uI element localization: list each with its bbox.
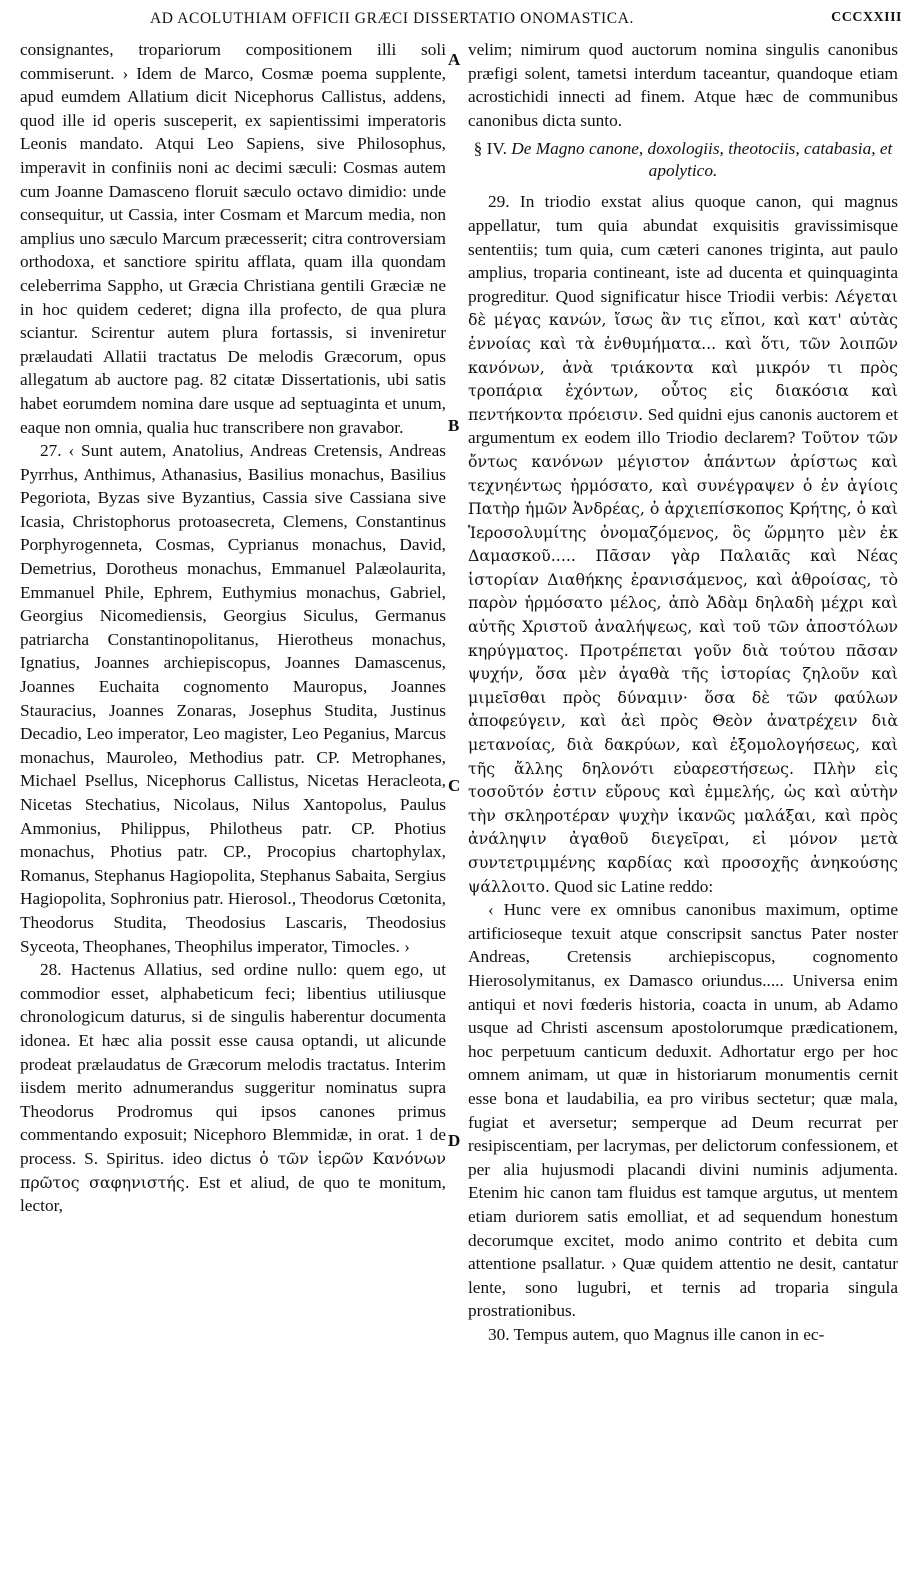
paragraph-29-b: Sed quidni ejus canonis auctorem et argumentum ex eodem illo Triodio declarem? <box>468 404 898 448</box>
page-header <box>0 6 912 36</box>
paragraph-29-greek-2: Τοῦτον τῶν ὄντως κανόνων μέγιστον ἁπάντων ἀρίστως καὶ τεχνηέντως ἡρμόσατο, καὶ συνέγραψεν ὁ ἐν ἁγίοις Πατὴρ ἡμῶν Ἀνδρέας, ὁ ἀρχιεπίσκοπος Κρήτης, ὁ καὶ Ἱεροσολυμίτης ὀνομαζόμενος, ὃς ὥρμητο μὲν ἐκ Δαμασκοῦ..... Πᾶσαν γὰρ Παλαιᾶς καὶ Νέας ἱστορίαν Διαθήκης ἐρανισάμενος, καὶ ἀθροίσας, τὸ παρὸν ἡρμόσατο μέλος, ἀπὸ Ἀδὰμ δηλαδὴ μέχρι καὶ αὐτῆς Χριστοῦ ἀναλήψεως, καὶ τοῦ τῶν ἀποστόλων κηρύγματος. Προτρέπεται γοῦν διὰ τούτου πᾶσαν ψυχήν, ὅσα μὲν ἀγαθὰ τῆς ἱστορίας ζηλοῦν καὶ μιμεῖσθαι πρὸς δύναμιν· ὅσα δὲ τῶν φαύλων ἀποφεύγειν, καὶ ἀεὶ πρὸς Θεὸν ἀνατρέχειν διὰ μετανοίας, διὰ δακρύων, καὶ ἐξομολογήσεως, καὶ τῆς ἄλλης δηλονότι εὐαρεστήσεως. Πλὴν εἰς τοσοῦτόν ἐστιν εὔρους καὶ ἐμμελής, ὡς καὶ αὐτὴν τὴν σκληροτέραν ψυχὴν ἱκανῶς μαλάξαι, καὶ πρὸς ἀνάληψιν ἀγαθοῦ διεγεῖραι, εἰ μόνον μετὰ συντετριμμένης καρδίας καὶ προσοχῆς ἀνηκούσης ψάλλοιτο. <box>468 428 898 896</box>
section-heading <box>468 138 898 182</box>
running-title: AD ACOLUTHIAM OFFICII GRÆCI DISSERTATIO ONOMASTICA. <box>150 10 634 27</box>
paragraph-29-c: Quod sic Latine reddo: <box>550 876 714 896</box>
paragraph-27: 27. ‹ Sunt autem, Anatolius, Andreas Cretensis, Andreas Pyrrhus, Anthimus, Athanasius, Basilius monachus, Basilius Pegoriota, Byzas sive Byzantius, Cassia sive Cassiana sive Icasia, Christophorus protoasecreta, Clemens, Constantinus Porphyrogenneta, Cosmas, Cyprianus monachus, David, Demetrius, Dorotheus monachus, Emmanuel Palæolaurita, Emmanuel Phile, Ephrem, Euthymius monachus, Gabriel, Georgius Nicomediensis, Georgius Siculus, Germanus patriarcha Constantinopolitanus, Hierotheus monachus, Ignatius, Joannes archiepiscopus, Joannes Damascenus, Joannes Euchaita cognomento Mauropus, Joannes Stauracius, Joannes Zonaras, Josephus Studita, Justinus Decadio, Leo imperator, Leo magister, Leo Peganius, Marcus monachus, Mauroleo, Methodius patr. CP. Metrophanes, Michael Psellus, Nicephorus Callistus, Nicetas Heracleota, Nicetas Stechatius, Nicolaus, Nilus Xantopolus, Paulus Ammonius, Philippus, Philotheus patr. CP. Photius monachus, Photius patr. CP., Procopius chartophylax, Romanus, Stephanus Hagiopolita, Stephanus Sabaita, Sergius Hagiopolita, Sophronius patr. Hierosol., Theodorus Cœtonita, Theodorus Studita, Theodosius Lascaris, Theodosius Syceota, Theophanes, Theophilus imperator, Timocles. › <box>20 441 446 956</box>
margin-letter-b: B <box>448 416 460 435</box>
paragraph-quote: ‹ Hunc vere ex omnibus canonibus maximum, optime artificioseque texuit atque conscripsit sanctus Pater noster Andreas, Cretensis archiepiscopus, cognomento Hierosolymitanus, ex Damasco oriundus..... Universa enim antiqui et novi fœderis historia, coacta in unum, ab Adamo usque ad Christi ascensum apostolorumque prædicationem, hoc perpetuum canticum deduxit. Adhortatur ergo per hoc omnem animam, ut quæ in historiarum monumentis cernit esse bona et laudabilia, ea pro viribus sectetur; quæ mala, fugiat et aversetur; semperque ad Deum recurrat per resipiscentiam, per lacrymas, per delictorum confessionem, et per alia hujusmodi placandi divini numinis adjumenta. Etenim hic canon tam fluidus est tamque argutus, ut mentem etiam duriorem satis emolliat, et ad sequendum honestum decorumque excitet, modo animo contrito et debita cum attentione psallatur. › Quæ quidem attentio ne desit, cantatur lente, sono lugubri, et ternis ad troparia singula prostrationibus. <box>468 900 898 1321</box>
paragraph-continuation: velim; nimirum quod auctorum nomina singulis canonibus præfigi solent, tametsi interdum taceantur, quandoque etiam acrostichidi innecti ad finem. Atque hæc de communibus canonibus dicta sunto. <box>468 40 898 130</box>
left-column <box>20 38 446 1218</box>
paragraph-29 <box>468 190 898 898</box>
right-column <box>468 38 898 1346</box>
paragraph-28-latin: 28. Hactenus Allatius, sed ordine nullo: quem ego, ut commodior esset, alphabeticum feci; libentius utiliusque chronologicum daturus, si de singulis haberentur documenta idonea. Et hæc alia possit esse causa optandi, ut alicunde prodeat prælaudatus de Græcorum melodis tractatus. Interim iisdem merito adnumerandus suggeritur nominatus supra Theodorus Prodromus qui ipsos canones primus commentando exposuit; Nicephoro Blemmidæ, in orat. 1 de process. S. Spiritus. ideo dictus <box>20 960 446 1168</box>
paragraph-30: 30. Tempus autem, quo Magnus ille canon in ec- <box>488 1324 825 1344</box>
paragraph-28 <box>20 958 446 1218</box>
paragraph-29-greek-1: Λέγεται δὲ μέγας κανών, ἴσως ἂν τις εἴποι, καὶ κατ' αὐτὰς ἐννοίας καὶ τὰ ἐνθυμήματα... καὶ ὅτι, τῶν λοιπῶν κανόνων, ἀνὰ τριάκοντα καὶ μικρόν τι πρὸς τροπάρια ἐχόντων, οὗτος εἰς διακόσια καὶ πεντήκοντα πρόεισιν. <box>468 286 898 424</box>
section-number: § IV. <box>473 139 507 159</box>
paragraph-intro: consignantes, tropariorum compositionem illi soli commiserunt. › Idem de Marco, Cosmæ poema supplente, apud eumdem Allatium dicit Nicephorus Callistus, addens, quod ille id operis susceperit, ex sapientissimi imperatoris Leonis mandato. Atqui Leo Sapiens, sive Philosophus, imperavit in confiniis noni ac decimi sæculi: Cosmas autem cum Joanne Damasceno floruit sæculo octavo dimidio: unde consequitur, ut Cassia, inter Cosmam et Marcum media, non amplius uno sæculo Marcum præcesserit; citra controversiam orthodoxa, et sanctiore spiritu afflata, quam illa quondam celeberrima Sappho, ut Græcia Christiana gentili Græciæ ne in hoc quidem cederet; digna illa profecto, de qua plura sciantur. Scirentur autem plura fortassis, si inveniretur prælaudati Allatii tractatus De melodis Græcorum, opus allegatum ab auctore pag. 82 citatæ Dissertationis, ubi satis habet eorumdem nomina dare usque ad septuaginta et unum, eaque non omnia, qualia huc transcribere non gravabor. <box>20 40 446 437</box>
paragraph-28-greek: ὁ τῶν ἱερῶν Κανόνων πρῶτος σαφηνιστής. <box>20 1148 446 1192</box>
paragraph-28-end: Est et aliud, de quo te monitum, lector, <box>20 1172 446 1216</box>
margin-letter-d: D <box>448 1131 461 1150</box>
margin-letter-a: A <box>448 50 461 69</box>
margin-letter-c: C <box>448 776 461 795</box>
paragraph-29-a: 29. In triodio exstat alius quoque canon, qui magnus appellatur, tum quia abundat exquisitis gravissimisque sententiis; tum quia, cum cæteri canones triginta, aut paulo amplius, troparia contineant, iste ad ducenta et quinquaginta progreditur. Quod significatur hisce Triodii verbis: <box>468 192 898 306</box>
page-number: CCCXXIII <box>831 10 902 25</box>
section-title: De Magno canone, doxologiis, theotociis, catabasia, et apolytico. <box>511 139 893 181</box>
